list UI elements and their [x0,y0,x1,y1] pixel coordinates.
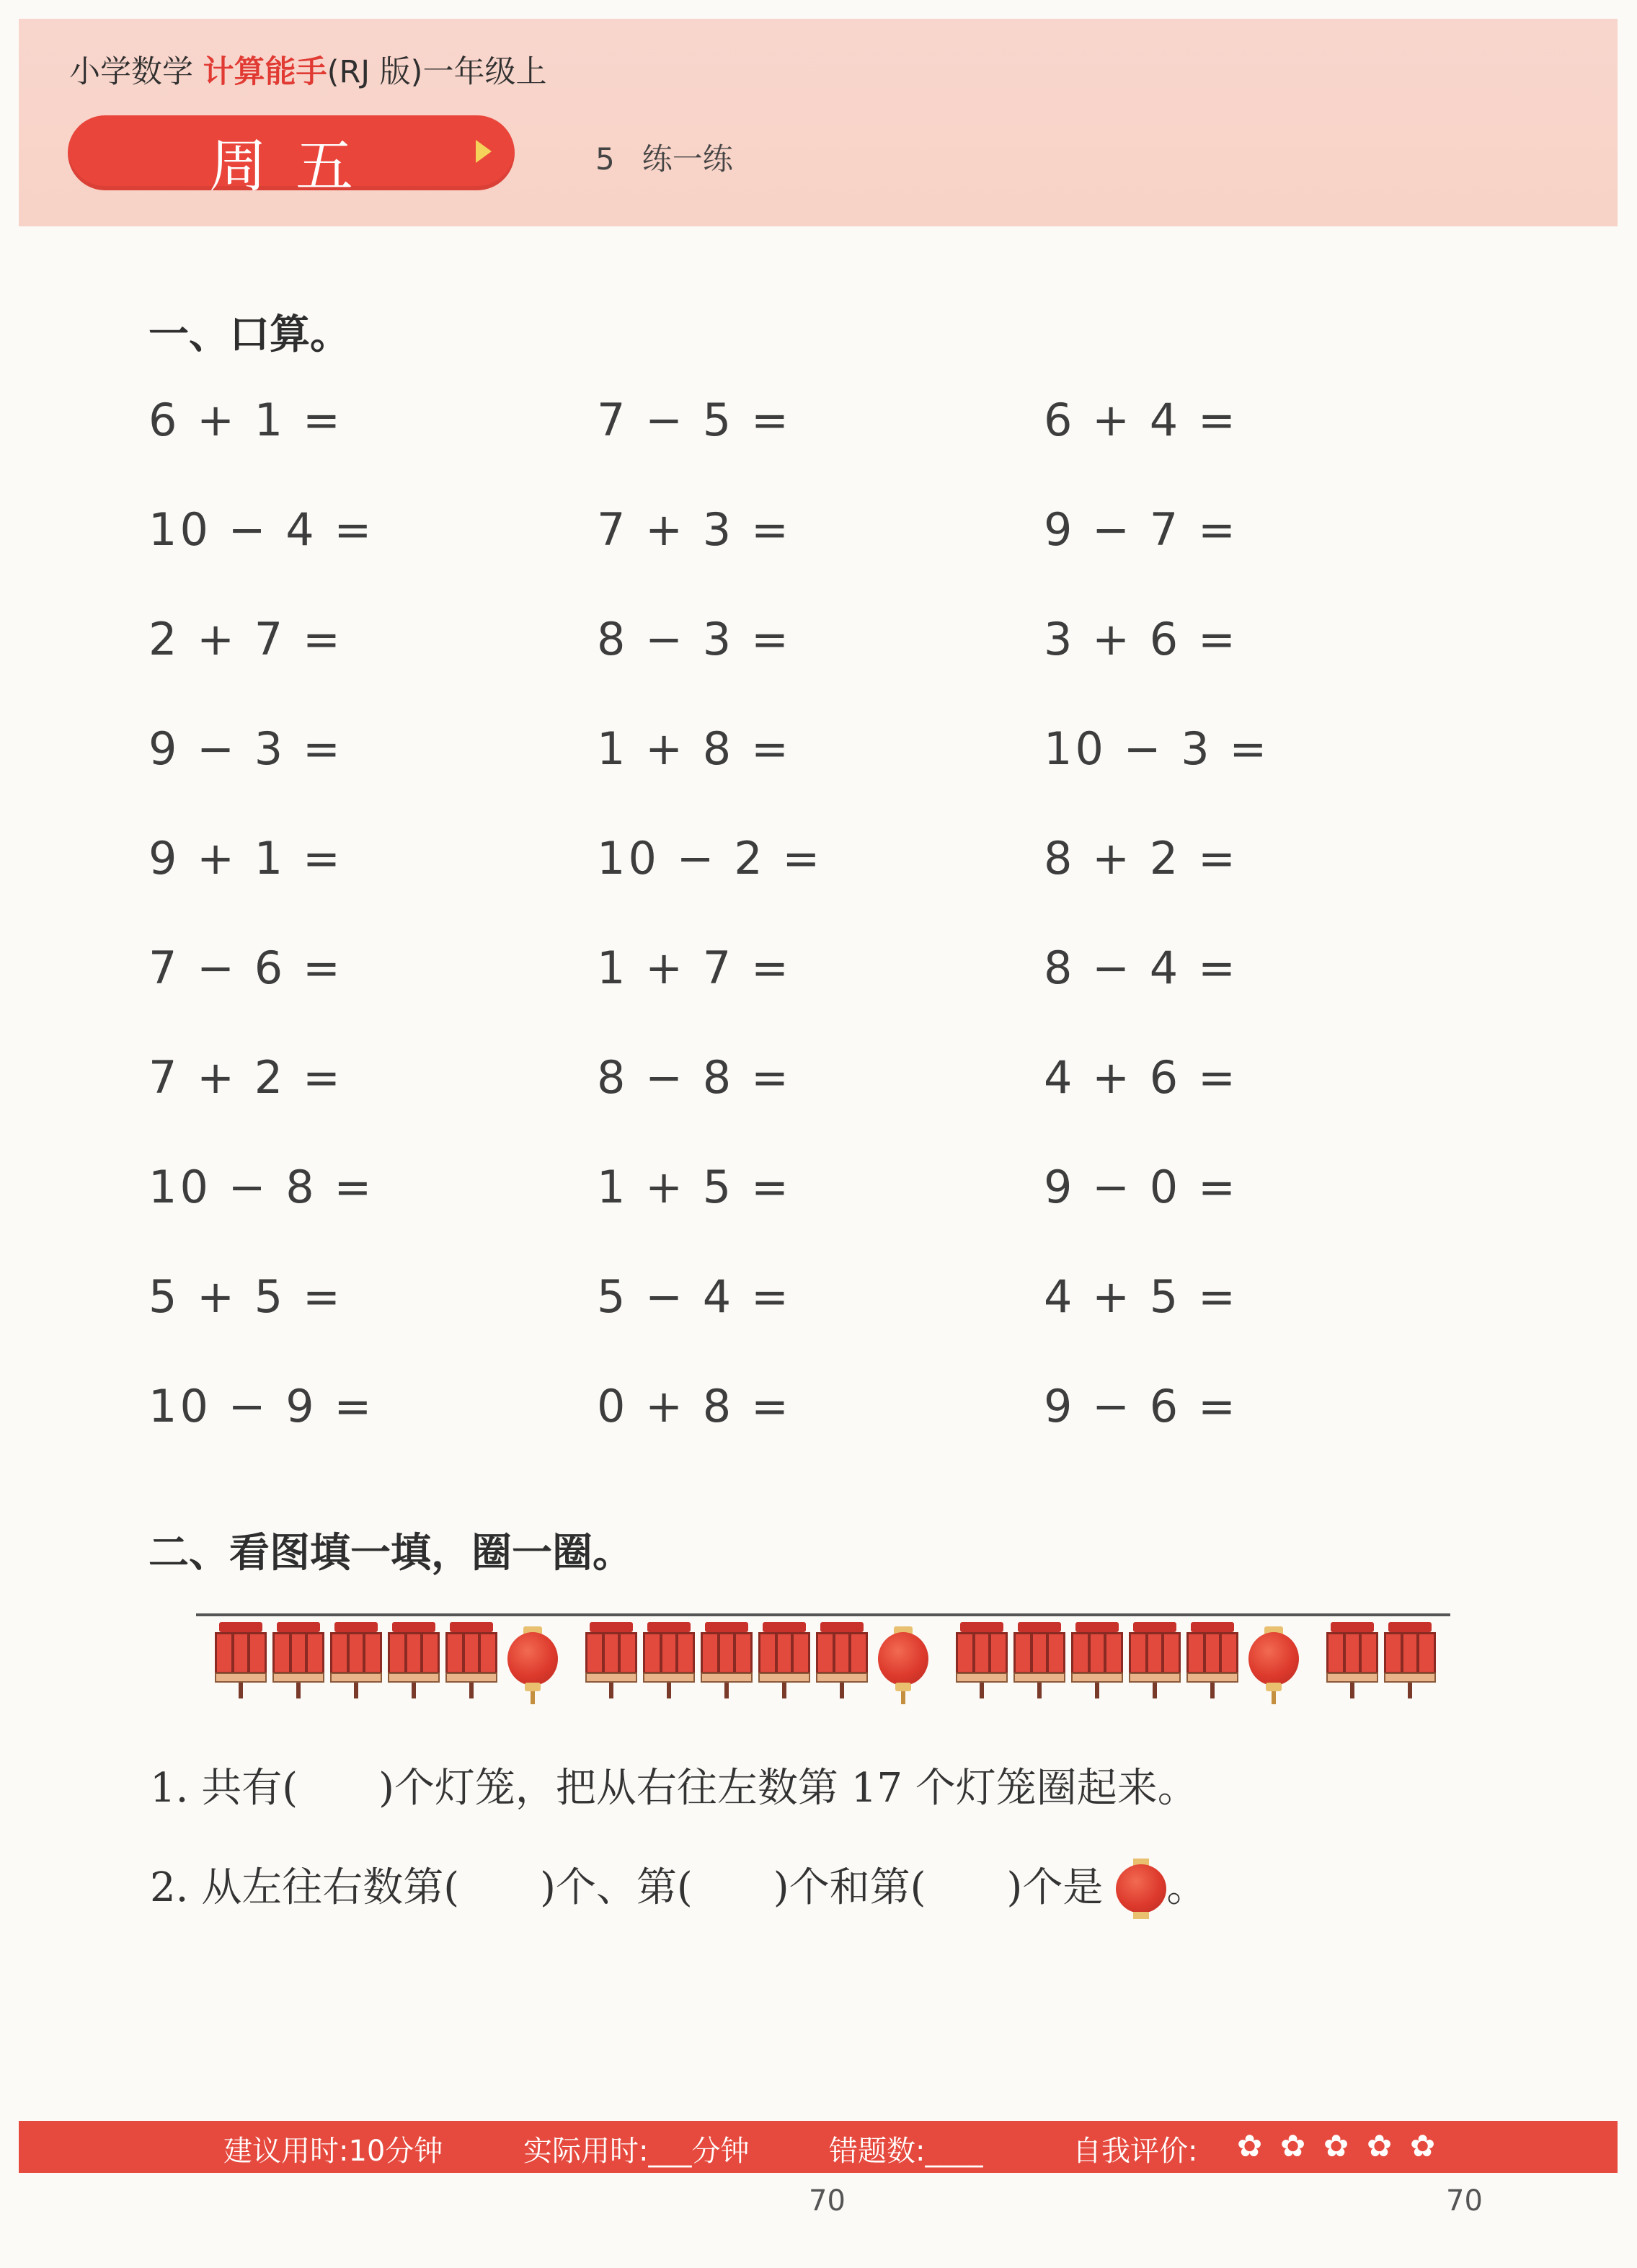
square-lantern-icon [758,1618,810,1696]
square-lantern-icon [1013,1618,1065,1696]
square-lantern-icon [1071,1618,1123,1696]
rating-flower-icon[interactable]: ✿ [1237,2128,1263,2163]
day-label: 周五 [209,133,382,200]
round-lantern-icon [1116,1859,1166,1923]
square-lantern-icon [585,1618,637,1696]
arithmetic-problem: 10 − 8 = [148,1161,375,1213]
arithmetic-problem: 4 + 5 = [1044,1270,1238,1323]
rating-flower-icon[interactable]: ✿ [1367,2128,1393,2163]
actual-time: 实际用时:___分钟 [523,2135,750,2168]
arithmetic-problem: 9 + 1 = [148,832,343,885]
suggested-time: 建议用时:10分钟 [223,2135,443,2168]
arithmetic-problem: 7 + 2 = [148,1051,343,1104]
lesson-number: 5 [595,141,615,177]
arithmetic-problem: 1 + 5 = [597,1161,791,1213]
lantern-rope [196,1613,1450,1616]
arithmetic-problem: 8 − 8 = [597,1051,791,1104]
lesson-heading [595,136,733,179]
square-lantern-icon [956,1618,1008,1696]
rating-flower-icon[interactable]: ✿ [1280,2128,1306,2163]
arithmetic-problem: 9 − 6 = [1044,1380,1238,1432]
arithmetic-problem: 0 + 8 = [597,1380,791,1432]
question-2 [150,1856,1207,1923]
series-prefix: 小学数学 [69,54,203,90]
arithmetic-problem: 4 + 6 = [1044,1051,1238,1104]
arithmetic-problem: 5 − 4 = [597,1270,791,1323]
square-lantern-icon [1384,1618,1436,1696]
square-lantern-icon [1186,1618,1238,1696]
square-lantern-icon [388,1618,440,1696]
square-lantern-icon [1326,1618,1378,1696]
question-2-text: 2. 从左往右数第( )个、第( )个和第( )个是 [150,1864,1104,1911]
arithmetic-problem: 8 + 2 = [1044,832,1238,885]
arithmetic-problem: 6 + 4 = [1044,394,1238,446]
square-lantern-icon [330,1618,382,1696]
arithmetic-problem: 1 + 7 = [597,942,791,994]
arithmetic-problem: 3 + 6 = [1044,613,1238,665]
square-lantern-icon [272,1618,324,1696]
play-arrow-icon [476,140,492,163]
series-title [69,48,546,92]
lesson-title: 练一练 [642,141,733,177]
arithmetic-problem: 7 + 3 = [597,503,791,556]
square-lantern-icon [445,1618,497,1696]
arithmetic-problem: 10 − 9 = [148,1380,375,1432]
square-lantern-icon [215,1618,267,1696]
footer-band [19,2121,1618,2173]
arithmetic-problem: 9 − 7 = [1044,503,1238,556]
square-lantern-icon [1129,1618,1181,1696]
square-lantern-icon [643,1618,695,1696]
self-eval-label: 自我评价: [1073,2135,1198,2168]
arithmetic-problem: 7 − 6 = [148,942,343,994]
question-2-end: 。 [1166,1864,1207,1911]
question-1: 1. 共有( )个灯笼，把从右往左数第 17 个灯笼圈起来。 [150,1765,1198,1812]
series-highlight: 计算能手 [203,54,327,90]
arithmetic-problem: 8 − 3 = [597,613,791,665]
arithmetic-problem: 9 − 0 = [1044,1161,1238,1213]
arithmetic-problem: 7 − 5 = [597,394,791,446]
square-lantern-icon [816,1618,868,1696]
round-lantern-icon [1248,1622,1299,1701]
page-number-right: 70 [1446,2184,1483,2218]
arithmetic-problem: 10 − 3 = [1044,722,1270,775]
arithmetic-problem: 10 − 2 = [597,832,823,885]
error-count: 错题数:____ [829,2135,983,2168]
rating-flower-icon[interactable]: ✿ [1323,2128,1349,2163]
page-number-center: 70 [809,2184,846,2218]
round-lantern-icon [507,1622,558,1701]
day-tab [68,115,515,200]
rating-flower-icon[interactable]: ✿ [1410,2128,1436,2163]
arithmetic-problem: 1 + 8 = [597,722,791,775]
arithmetic-problem: 2 + 7 = [148,613,343,665]
arithmetic-problem: 9 − 3 = [148,722,343,775]
round-lantern-icon [878,1622,928,1701]
section-2-title: 二、看图填一填，圈一圈。 [148,1530,633,1577]
arithmetic-problem: 6 + 1 = [148,394,343,446]
section-1-title: 一、口算。 [148,311,350,358]
arithmetic-problem: 5 + 5 = [148,1270,343,1323]
arithmetic-problem: 8 − 4 = [1044,942,1238,994]
arithmetic-problem: 10 − 4 = [148,503,375,556]
square-lantern-icon [701,1618,753,1696]
series-suffix: (RJ 版)一年级上 [327,54,547,90]
